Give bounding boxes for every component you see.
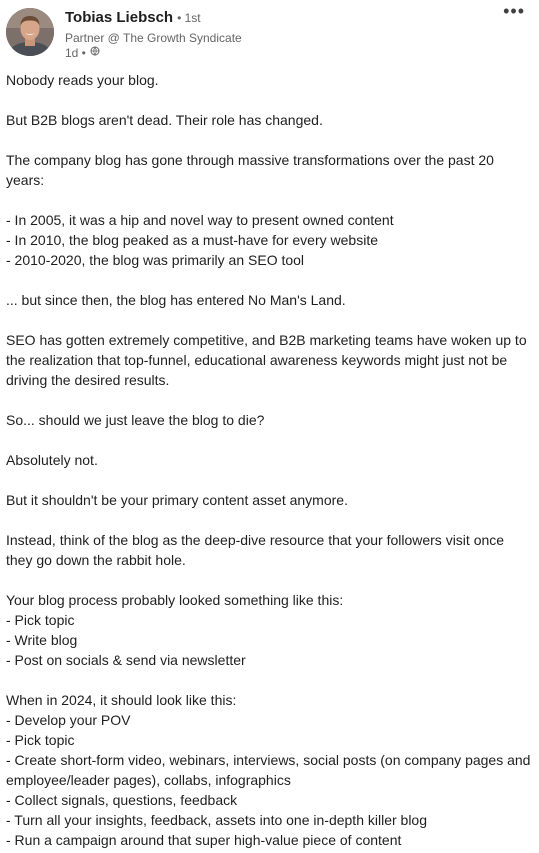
blank-line <box>6 570 529 590</box>
connection-degree: • 1st <box>177 11 201 25</box>
post-body <box>6 70 529 850</box>
post-text-line: - Create short-form video, webinars, interviews, social posts (on company pages and <box>6 752 531 768</box>
post-text-line: - 2010-2020, the blog was primarily an SEO tool <box>6 252 305 268</box>
post-text-line: - Post on socials & send via newsletter <box>6 652 246 668</box>
author-meta <box>65 1 529 61</box>
post-text-line: But B2B blogs aren't dead. Their role has changed. <box>6 112 323 128</box>
post-text-line: But it shouldn't be your primary content asset anymore. <box>6 492 348 508</box>
blank-line <box>6 310 529 330</box>
post-text-line: - Pick topic <box>6 612 75 628</box>
post-text-line: - Pick topic <box>6 732 75 748</box>
post-text-line: So... should we just leave the blog to die? <box>6 412 265 428</box>
author-name[interactable]: Tobias Liebsch <box>65 9 174 26</box>
post-text-line: years: <box>6 172 45 188</box>
blank-line <box>6 90 529 110</box>
blank-line <box>6 390 529 410</box>
post-text-line: Absolutely not. <box>6 452 98 468</box>
post-text-line: - In 2005, it was a hip and novel way to present owned content <box>6 212 394 228</box>
author-avatar[interactable] <box>6 8 54 56</box>
post-text-line: - Develop your POV <box>6 712 131 728</box>
blank-line <box>6 270 529 290</box>
post-timestamp: 1d • <box>65 46 86 60</box>
blank-line <box>6 430 529 450</box>
post-text-line: ... but since then, the blog has entered No Man's Land. <box>6 292 346 308</box>
post-time-row <box>65 46 529 61</box>
blank-line <box>6 510 529 530</box>
globe-icon <box>90 46 100 61</box>
post-text-line: Instead, think of the blog as the deep-dive resource that your followers visit once <box>6 532 505 548</box>
author-headline: Partner @ The Growth Syndicate <box>65 31 242 45</box>
blank-line <box>6 670 529 690</box>
post-text-line: SEO has gotten extremely competitive, and B2B marketing teams have woken up to <box>6 332 527 348</box>
post-text-line: - Write blog <box>6 632 78 648</box>
post-text-line: The company blog has gone through massive transformations over the past 20 <box>6 152 494 168</box>
post-text-line: - Turn all your insights, feedback, assets into one in-depth killer blog <box>6 812 428 828</box>
post-text-line: the realization that top-funnel, educational awareness keywords might just not be <box>6 352 508 368</box>
post-text-line: - Collect signals, questions, feedback <box>6 792 238 808</box>
more-options-icon[interactable]: ••• <box>503 1 525 21</box>
post-text-line: they go down the rabbit hole. <box>6 552 186 568</box>
blank-line <box>6 190 529 210</box>
post-text-line: driving the desired results. <box>6 372 170 388</box>
post-text-line: - Run a campaign around that super high-value piece of content <box>6 832 402 848</box>
blank-line <box>6 130 529 150</box>
blank-line <box>6 470 529 490</box>
post-text-line: When in 2024, it should look like this: <box>6 692 237 708</box>
avatar-photo-icon <box>6 8 54 56</box>
post-text-line: Your blog process probably looked something like this: <box>6 592 344 608</box>
post-header <box>6 1 529 68</box>
post-text-line: - In 2010, the blog peaked as a must-have for every website <box>6 232 378 248</box>
post-text-line: Nobody reads your blog. <box>6 72 159 88</box>
post-text-line: employee/leader pages), collabs, infographics <box>6 772 291 788</box>
author-name-row <box>65 9 529 27</box>
